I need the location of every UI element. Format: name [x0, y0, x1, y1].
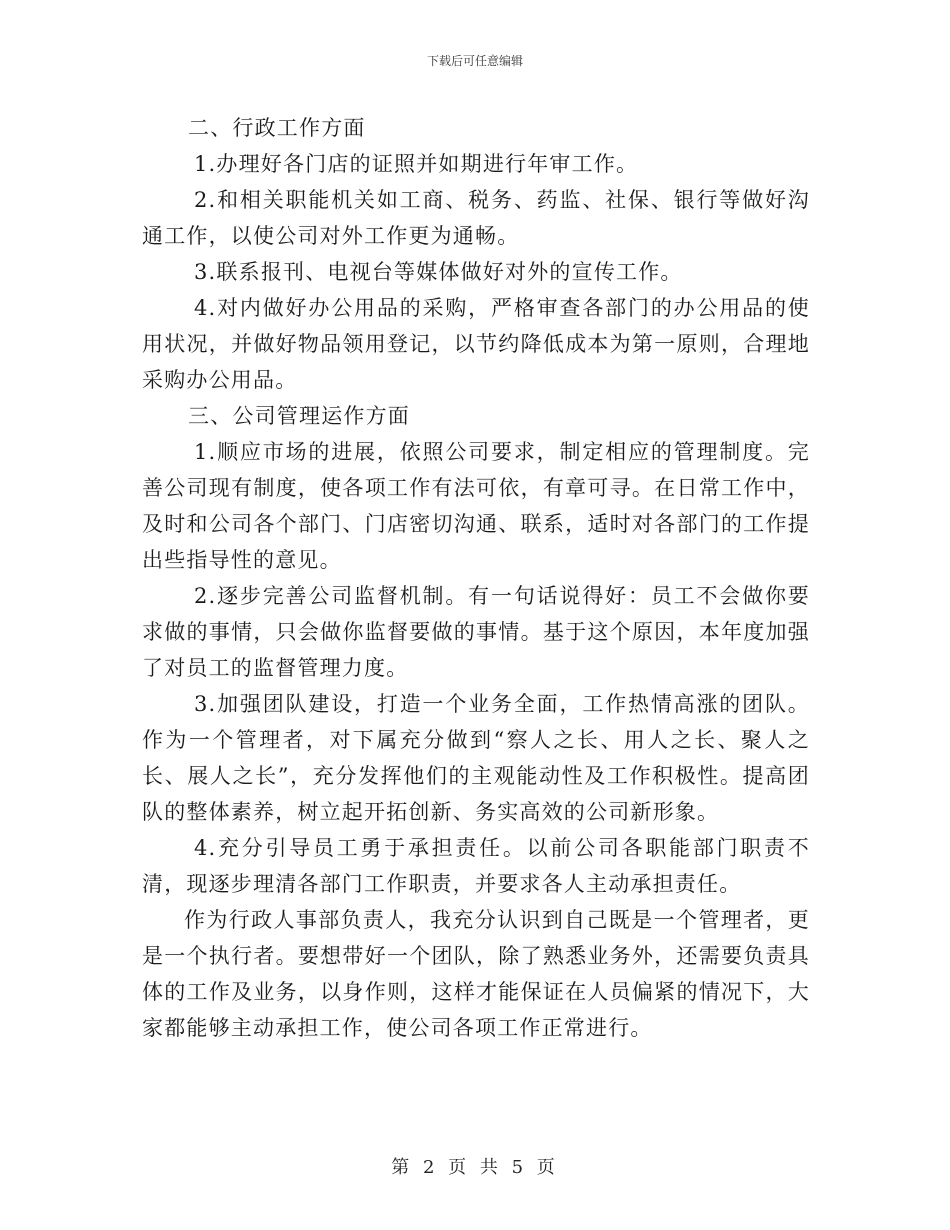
admin-item-3: 3.联系报刊、电视台等媒体做好对外的宣传工作。 — [194, 260, 683, 284]
management-item-1: 1.顺应市场的进展，依照公司要求，制定相应的管理制度。完善公司现有制度，使各项工作有法可依，有章可寻。在日常工作中，及时和公司各个部门、门店密切沟通、联系，适时对各部门的工作提出些指导性的意见。 — [142, 440, 810, 572]
page-header: 下载后可任意编辑 — [426, 54, 523, 68]
admin-item-4: 4.对内做好办公用品的采购，严格审查各部门的办公用品的使用状况，并做好物品领用登记，以节约降低成本为第一原则，合理地采购办公用品。 — [142, 296, 810, 392]
closing-paragraph: 作为行政人事部负责人，我充分认识到自己既是一个管理者，更是一个执行者。要想带好一个团队，除了熟悉业务外，还需要负责具体的工作及业务，以身作则，这样才能保证在人员偏紧的情况下，大家都能够主动承担工作，使公司各项工作正常进行。 — [142, 908, 810, 1040]
management-item-4: 4.充分引导员工勇于承担责任。以前公司各职能部门职责不清，现逐步理清各部门工作职责，并要求各人主动承担责任。 — [142, 836, 810, 896]
document-body — [142, 110, 810, 1046]
management-item-3: 3.加强团队建设，打造一个业务全面，工作热情高涨的团队。作为一个管理者，对下属充分做到“察人之长、用人之长、聚人之长、展人之长”，充分发挥他们的主观能动性及工作积极性。提高团队的整体素养，树立起开拓创新、务实高效的公司新形象。 — [142, 692, 810, 824]
admin-item-2: 2.和相关职能机关如工商、税务、药监、社保、银行等做好沟通工作，以使公司对外工作更为通畅。 — [142, 188, 810, 248]
admin-item-1: 1.办理好各门店的证照并如期进行年审工作。 — [194, 152, 639, 176]
section-heading-management: 三、公司管理运作方面 — [188, 404, 410, 428]
page-number: 第 2 页 共 5 页 — [391, 1157, 559, 1178]
management-item-2: 2.逐步完善公司监督机制。有一句话说得好：员工不会做你要求做的事情，只会做你监督要做的事情。基于这个原因，本年度加强了对员工的监督管理力度。 — [142, 584, 810, 680]
section-heading-admin: 二、行政工作方面 — [188, 116, 366, 140]
